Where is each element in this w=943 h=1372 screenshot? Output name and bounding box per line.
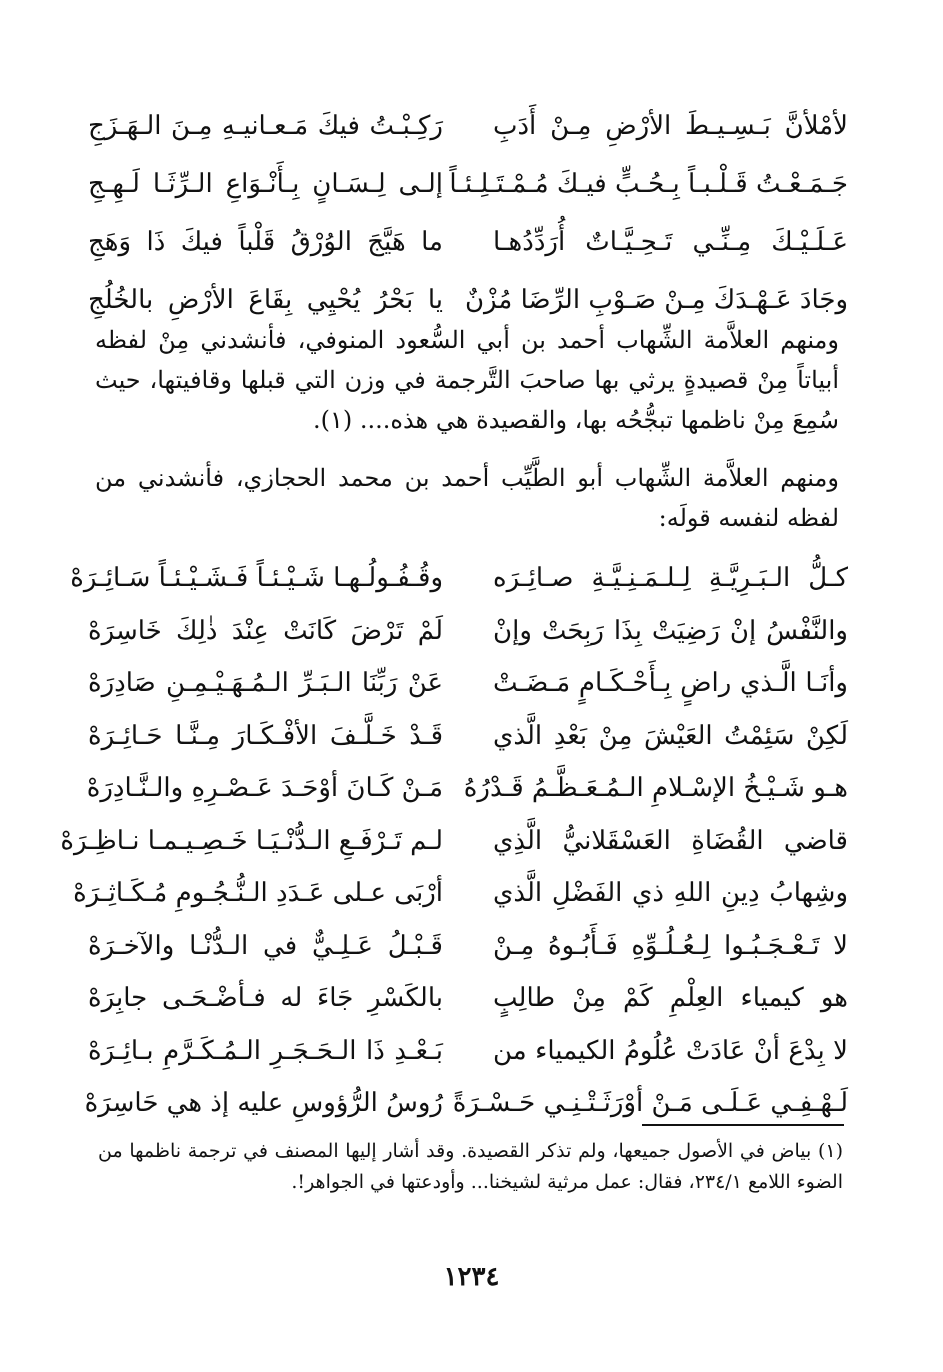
verse-first-hemistich: لَكِنْ سَئِمْتُ العَيْشَ مِنْ بَعْدِ الَّذي [493, 720, 848, 751]
verse-line [88, 605, 848, 658]
verse-first-hemistich: والنَّفْسُ إنْ رَضِيَتْ بِذَا رَبِحَتْ وإنْ [493, 615, 848, 646]
verse-second-hemistich: بالكَسْرِ جَاءَ له فـأضْـحَـى جابِرَهْ [88, 983, 443, 1014]
verse-second-hemistich: أرْبَى عـلى عَـدَدِ الـنُّـجُـومِ مُـكَـاثِـرَهْ [73, 878, 443, 909]
verse-second-hemistich: رُوسُ الرُّؤوسِ عليه إذ هي حَاسِرَهْ [84, 1088, 443, 1119]
verse-line [88, 97, 848, 155]
verse-second-hemistich: مَـنْ كَـانَ أوْحَـدَ عَـصْـرِهِ والـنَّـادِرَهْ [86, 773, 443, 804]
verse-first-hemistich: وشِهابُ دِينِ اللهِ ذي الفَضْلِ الَّذي [493, 878, 848, 909]
verse-line [73, 867, 848, 920]
verse-first-hemistich: جَـمَـعْـتُ قَـلْـبـاً بِـحُـبٍّ فيـكَ مُـمْـتَـلِـئـاً [449, 169, 848, 199]
verse-first-hemistich: لأمْلأنَّ بَـسِـيـطَ الأرْضِ مِـنْ أَدَبِ [493, 111, 848, 141]
verse-line [60, 815, 848, 868]
verse-second-hemistich: رَكِـبْـتُ فيكَ مَـعـانيـهِ مِـنَ الـهَـزَجِ [88, 111, 443, 141]
verse-first-hemistich: لا تَـعْـجَـبُـوا لِـعُـلُـوِّهِ فَـأَبُـوهُ مِـنْ [493, 930, 848, 961]
poem-verses-bottom [60, 552, 848, 1130]
verse-second-hemistich: لـم تَـرْفَـعِ الـدُّنْـيَـا خَـصِـيـمـا نـاظِـرَهْ [60, 825, 443, 856]
verse-line [88, 1025, 848, 1078]
verse-first-hemistich: لَـهْـفِـي عَـلَـى مَـنْ أوْرَثَـتْـنِـي حَـسْـرَةً [452, 1088, 848, 1119]
verse-first-hemistich: لا بِدْعَ أنْ عَادَتْ عُلُومُ الكيمياء من [493, 1035, 848, 1066]
verse-first-hemistich: عَـلَـيْـكَ مِـنِّـي تَـحِـيَّـاتٌ أُرَدِّدُهـا [493, 227, 848, 257]
verse-line [84, 1077, 848, 1130]
verse-first-hemistich: هو كيمياء العِلْمِ كَمْ مِنْ طالِبٍ [493, 983, 848, 1014]
verse-line [88, 710, 848, 763]
paragraph-1-text: ومنهم العلاَّمة الشِّهاب أحمد بن أبي السُّعود المنوفي، فأنشدني مِنْ لفظه أبياتاً مِنْ قصيدةٍ يرثي بها صاحبَ التَّرجمة في وزن التي قبلها وقافيتها، حيث سُمِعَ مِنْ ناظمها تبجُّحُه بها، والقصيدة هي هذه.... (١). [95, 326, 839, 434]
verse-second-hemistich: ما هَيَّجَ الوُرْقُ قَلْباً فيكَ ذَا وَهَجِ [88, 227, 443, 257]
verse-line [88, 155, 848, 213]
verse-line [88, 762, 848, 815]
verse-second-hemistich: لَمْ تَرْضَ كَانَتْ عِنْدَ ذٰلِكَ خَاسِرَهْ [88, 615, 443, 646]
verse-second-hemistich: بَـعْـدِ ذَا الـحَـجَـرِ الـمُـكَـرَّمِ بـائِـرَهْ [88, 1035, 443, 1066]
verse-second-hemistich: وقُـفُـولُـهـا شَـيْـئـاً فَـشَـيْـئـاً سَـائِـرَهْ [70, 563, 443, 594]
verse-line [88, 920, 848, 973]
verse-line [88, 972, 848, 1025]
paragraph-2 [95, 458, 839, 538]
verse-first-hemistich: وجَادَ عَـهْـدَكَ مِـنْ صَـوْبِ الرِّضَا مُزْنٌ [464, 285, 848, 315]
footnote-divider [642, 1124, 844, 1126]
verse-line [88, 213, 848, 271]
verse-second-hemistich: يا بَحْرُ يُحْيِي بِقَاعَ الأرْضِ بالخُلُجِ [88, 285, 443, 315]
verse-second-hemistich: قَـدْ خَـلَّـفَ الأفْـكَـارَ مِـنَّـا حَـائِـرَهْ [88, 720, 443, 751]
page-number: ١٢٣٤ [443, 1262, 500, 1292]
paragraph-2-text: ومنهم العلاَّمة الشِّهاب أبو الطَّيِّب أحمد بن محمد الحجازي، فأنشدني من لفظه لنفسه قولَه: [95, 464, 839, 532]
verse-line [88, 657, 848, 710]
footnote: (١) بياض في الأصول جميعها، ولم تذكر القصيدة. وقد أشار إليها المصنف في ترجمة ناظمها من الضوء اللامع ٢٣٤/١، فقال: عمل مرثية لشيخنا... وأودعتها في الجواهر!. [98, 1140, 843, 1193]
verse-line [70, 552, 848, 605]
verse-first-hemistich: وأنَـا الَّـذي راضٍ بِـأَحْـكَـامٍ مَـضَـتْ [493, 668, 848, 699]
verse-first-hemistich: كـلُّ الـبَـرِيَّـةِ لِـلـمَـنِـيَّـةِ صـائِـرَه [493, 563, 848, 594]
poem-verses-top [88, 97, 848, 329]
verse-first-hemistich: قاضي القُضَاةِ العَسْقَلانيُّ الَّذِي [493, 825, 848, 856]
paragraph-1 [95, 320, 839, 440]
verse-second-hemistich: عَنْ رَبِّنَا الـبَـرِّ الـمُـهَـيْـمِـنِ صَادِرَهْ [88, 668, 443, 699]
verse-second-hemistich: إلـى لِـسَـانٍ بِـأَنْـوَاعِ الـرِّثَـا لَـهِـجِ [88, 169, 443, 199]
verse-second-hemistich: قَـبْـلُ عَـلِـيٌّ في الـدُّنْـا والآخـرَهْ [88, 930, 443, 961]
verse-first-hemistich: هـو شَـيْـخُ الإسْـلامِ الـمُـعَـظَّـمُ قَـدْرُهُ [463, 773, 848, 804]
